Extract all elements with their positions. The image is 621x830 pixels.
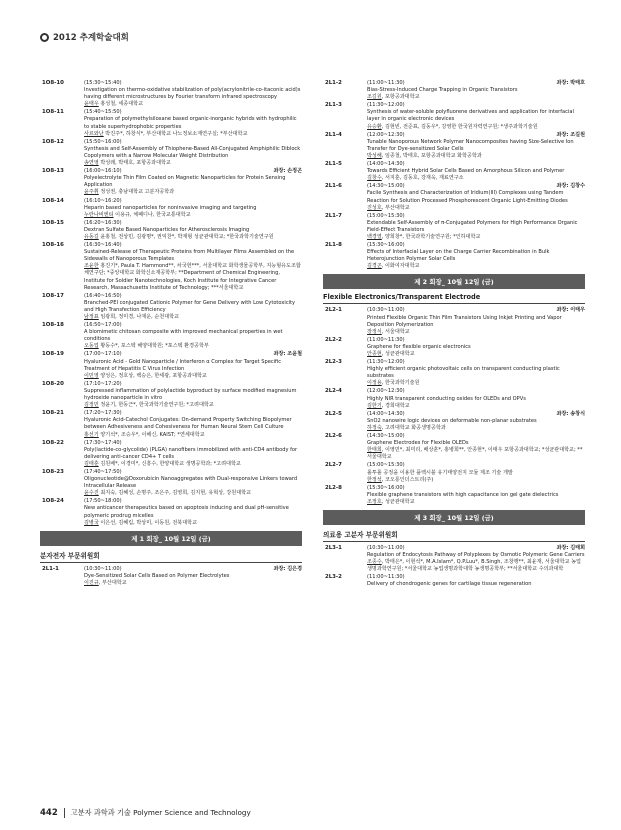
entry-authors bbox=[367, 263, 585, 270]
entry-authors bbox=[84, 432, 302, 439]
journal-name: 고분자 과학과 기술 Polymer Science and Technology bbox=[70, 808, 251, 817]
entry-title: Branched-PEI conjugated Cationic Polymer for Gene Delivery with Low Cytotoxicity and High Transfection Efficiency bbox=[84, 299, 296, 313]
entry-body bbox=[367, 132, 585, 160]
coauthors-affiliation: , 서지훈, 김동호, 강재욱, 재료연구소 bbox=[381, 175, 464, 182]
entry-time: (15:40~15:50) bbox=[84, 109, 122, 116]
entry-body bbox=[84, 80, 302, 108]
coauthors-affiliation: , 고려대학교 화공생명공학과 bbox=[381, 424, 446, 431]
entry-time: (16:00~16:10) bbox=[84, 168, 122, 175]
entry-code: 2L2-2 bbox=[325, 336, 342, 343]
entry-code: 2L2-5 bbox=[325, 410, 342, 417]
entry-code: 1O8-14 bbox=[42, 197, 64, 204]
entry-title: SnO2 nanowire logic devices on deformable non-planar substrates bbox=[367, 417, 537, 424]
entry-time: (14:00~14:30) bbox=[367, 410, 405, 417]
entry-code: 2L1-6 bbox=[325, 183, 342, 190]
entry-title: Synthesis of water-soluble polyfluorene derivatives and application for interfacial layer in organic electronic devices bbox=[367, 109, 574, 123]
entry-authors bbox=[367, 351, 585, 358]
entry-body bbox=[367, 485, 585, 506]
entry-code: 2L1-7 bbox=[325, 212, 342, 219]
program-entry bbox=[323, 545, 585, 573]
program-entry bbox=[40, 351, 302, 379]
entry-authors bbox=[84, 343, 302, 350]
program-entry bbox=[40, 498, 302, 526]
session-chair: 좌장: 손정곤 bbox=[273, 168, 302, 175]
coauthors-affiliation: , 김현빈, 전준표, 김동우*, 강영한 한국원자력연구원; *생주과학기술원 bbox=[381, 123, 538, 130]
entry-code: 2L1-4 bbox=[325, 131, 342, 138]
entry-time: (15:50~16:00) bbox=[84, 138, 122, 145]
presenter-name: 장정식 bbox=[367, 328, 382, 335]
entry-time: (17:00~17:10) bbox=[84, 351, 122, 358]
program-entry bbox=[323, 183, 585, 211]
coauthors-affiliation: 임광희, 정미경, 나재운, 순천대학교 bbox=[98, 314, 179, 320]
room-date-banner: 제 2 회장_ 10월 12일 (금) bbox=[323, 274, 585, 289]
entry-code: 2L1-2 bbox=[325, 80, 342, 86]
session-heading: 의료용 고분자 부문위원회 bbox=[323, 528, 585, 542]
entry-time: (15:30~16:00) bbox=[367, 242, 405, 249]
entry-time: (16:10~16:20) bbox=[84, 197, 122, 204]
entry-title: Heparin based nanoparticles for noninvasive imaging and targeting bbox=[84, 204, 257, 211]
coauthors-affiliation: , 이화여자대학교 bbox=[381, 263, 420, 270]
entry-body bbox=[84, 381, 302, 409]
program-entry bbox=[40, 80, 302, 108]
coauthors-affiliation: 박진주*, 하창식*, 부산대학교 나노정보소재연구실; *부산대학교 bbox=[103, 130, 248, 137]
entry-body bbox=[84, 440, 302, 468]
entry-body bbox=[84, 410, 302, 438]
entry-code: 1O8-16 bbox=[42, 242, 64, 249]
entry-authors bbox=[367, 559, 585, 573]
entry-body bbox=[367, 388, 585, 409]
entry-time: (15:30~16:00) bbox=[367, 484, 405, 491]
session-chair: 좌장: 송창식 bbox=[556, 410, 585, 417]
session-chair: 좌장: 조윤철 bbox=[273, 351, 302, 358]
entry-title: Bias-Stress-Induced Charge Trapping in Organic Transistors bbox=[367, 87, 518, 94]
entry-body bbox=[84, 242, 302, 292]
entry-title: Hyaluronic Acid - Gold Nanoparticle / Interferon α Complex for Target Specific Treatment of Hepatitis C Virus Infection bbox=[84, 358, 282, 372]
entry-code: 1O8-23 bbox=[42, 468, 64, 475]
entry-code: 1O8-15 bbox=[42, 219, 64, 226]
entry-authors bbox=[367, 499, 585, 506]
coauthors-affiliation: , 부산대학교 bbox=[381, 204, 410, 211]
entry-title: Printed Flexible Organic Thin Film Transistors Using Inkjet Printing and Vapor Deposition Polymerization bbox=[367, 314, 562, 328]
right-column bbox=[323, 80, 585, 590]
entry-authors bbox=[367, 234, 585, 241]
entry-title: Dye-Sensitized Solar Cells Based on Polymer Electrolytes bbox=[84, 572, 230, 579]
coauthors-affiliation: 이용규, 체페디나, 한국교통대학교 bbox=[113, 211, 191, 218]
presenter-name: 김정민 bbox=[84, 402, 99, 409]
entry-time: (10:30~11:00) bbox=[84, 565, 122, 572]
session-chair: 좌장: 김태희 bbox=[556, 544, 585, 551]
entry-body bbox=[367, 359, 585, 387]
header-title: 2012 추계학술대회 bbox=[53, 33, 129, 43]
entry-time: (14:30~15:00) bbox=[367, 433, 405, 440]
entry-authors bbox=[367, 477, 585, 484]
entry-title: 롤투롤 공정을 이용한 플렉시블 유기태양전지 모듈 제조 기술 개발 bbox=[367, 469, 513, 476]
coauthors-affiliation: 최지숙, 김혜성, 손명주, 조은주, 김영희, 김지현, 유혁상, 강원대학교 bbox=[98, 490, 251, 497]
entry-time: (11:00~11:30) bbox=[367, 336, 405, 343]
program-entry bbox=[40, 410, 302, 438]
entry-code: 1O8-10 bbox=[42, 80, 64, 86]
program-entry bbox=[323, 242, 585, 270]
entry-code: 2L2-4 bbox=[325, 388, 342, 395]
entry-authors bbox=[367, 380, 585, 387]
presenter-name: 조종수 bbox=[367, 559, 382, 566]
bullet-circle-icon bbox=[40, 33, 49, 42]
entry-body bbox=[367, 102, 585, 130]
left-column bbox=[40, 80, 302, 588]
presenter-name: 유동길 bbox=[84, 233, 99, 240]
entry-code: 2L2-8 bbox=[325, 484, 342, 491]
coauthors-affiliation: 황동수*, 포스텍 해양대학원; *포스텍 환경공학부 bbox=[98, 343, 209, 350]
entry-body bbox=[367, 213, 585, 241]
coauthors-affiliation: 정윤기, 한동근*, 한국과학기술연구원; *고려대학교 bbox=[98, 402, 214, 409]
entry-code: 1O8-19 bbox=[42, 351, 64, 358]
entry-body bbox=[84, 168, 302, 196]
presenter-name: 김태훈 bbox=[84, 460, 99, 467]
entry-authors bbox=[367, 425, 585, 432]
presenter-name: 남정표 bbox=[84, 314, 99, 320]
entry-code: 1O8-13 bbox=[42, 168, 64, 175]
entry-title: Dextran Sulfate Based Nanoparticles for Atherosclerosis Imaging bbox=[84, 226, 250, 233]
entry-title: Poly(lactide-co-glycolide) (PLGA) nanofibers immobilized with anti-CD4 antibody for delivering anti-cancer CD4+ T cells bbox=[84, 446, 298, 460]
entry-code: 1O8-18 bbox=[42, 322, 64, 329]
entry-authors bbox=[84, 234, 302, 241]
entry-title: Investigation on thermo-oxidative stabilization of poly(acrylonitrile-co-itaconic acid)s having different microstructures by Fourier transform infrared spectroscopy bbox=[84, 87, 301, 101]
presenter-name: 진성호 bbox=[367, 204, 382, 211]
entry-time: (17:20~17:30) bbox=[84, 410, 122, 417]
presenter-name: 김한기 bbox=[367, 402, 382, 409]
program-entry bbox=[40, 220, 302, 241]
coauthors-affiliation: , 임종철, 박태호, 포항공과대학교 화학공학과 bbox=[381, 152, 482, 159]
presenter-name: 누란나비엔티 bbox=[84, 211, 114, 218]
program-entry bbox=[323, 462, 585, 483]
coauthors-affiliation: 양성은, 정호상, 백승은, 한세광, 포항공과대학교 bbox=[98, 372, 207, 379]
footer-divider bbox=[64, 808, 65, 818]
page-header bbox=[40, 30, 129, 44]
entry-code: 2L1-5 bbox=[325, 161, 342, 168]
entry-code: 1O8-20 bbox=[42, 380, 64, 387]
entry-body bbox=[367, 574, 585, 588]
entry-body bbox=[367, 545, 585, 573]
entry-time: (16:20~16:30) bbox=[84, 219, 122, 226]
entry-time: (15:00~15:30) bbox=[367, 212, 405, 219]
entry-time: (17:40~17:50) bbox=[84, 468, 122, 475]
coauthors-affiliation: 홍진기*, Paula T. Hammond**, 차국헌***, 서울대학교 화학생물공학부, 지능형유도조합체연구단; *중앙대학교 화학신소재공학부; **Department of Chemical Engineering, Institute for Soldier Nanotechnologies, Koch Institute for Integrative Cancer Research, Massachusetts Institute of Technology; ***서울대학교 bbox=[84, 263, 301, 291]
entry-time: (12:00~12:30) bbox=[367, 131, 405, 138]
entry-authors bbox=[367, 94, 585, 101]
program-entry bbox=[40, 109, 302, 137]
entry-time: (11:30~12:00) bbox=[367, 102, 405, 109]
entry-title: Polyelectrolyte Thin Film Coated on Magnetic Nanoparticles for Protein Sensing Application bbox=[84, 175, 286, 189]
presenter-name: 오동업 bbox=[84, 343, 99, 350]
program-entry bbox=[323, 161, 585, 182]
coauthors-affiliation: 박성래, 박태호, 포항공과대학교 bbox=[98, 160, 171, 167]
coauthors-affiliation: , 코오롱인더스트리(주) bbox=[381, 476, 434, 483]
entry-body bbox=[367, 80, 585, 101]
entry-title: Tunable Nanoporous Network Polymer Nanocomposites having Size-Selective Ion Transfer for Dye-sensitized Solar Cells bbox=[367, 138, 574, 152]
coauthors-affiliation: , 박태은*, 이현석*, M.A.Islam*, Q.P.Luu*, B.Singh, 조창행**, 최윤재, 서울대학교 농업생명과학연구원; *서울대학교 농업생명과학대학 농생명공학부; **서울대학교 수의과대학 bbox=[367, 559, 581, 573]
program-entry bbox=[323, 337, 585, 358]
entry-authors bbox=[84, 212, 302, 219]
program-entry bbox=[40, 322, 302, 350]
program-entry bbox=[40, 469, 302, 497]
entry-title: Synthesis and Self-Assembly of Thiophene-Based All-Conjugated Amphiphilic Diblock Copolymers with a Narrow Molecular Weight Distribution bbox=[84, 145, 301, 159]
program-entry bbox=[40, 381, 302, 409]
entry-title: A biomimetic chitosan composite with improved mechanical properties in wet conditions bbox=[84, 329, 283, 343]
coauthors-affiliation: 이은선, 김혜림, 박상미, 이동원, 전북대학교 bbox=[98, 519, 197, 526]
entry-time: (11:00~11:30) bbox=[367, 80, 405, 86]
entry-body bbox=[367, 307, 585, 335]
entry-time: (16:30~16:40) bbox=[84, 242, 122, 249]
entry-body bbox=[367, 337, 585, 358]
entry-authors bbox=[84, 160, 302, 167]
program-entry bbox=[323, 132, 585, 160]
coauthors-affiliation: 홍성철, 세종대학교 bbox=[98, 101, 143, 108]
coauthors-affiliation: , 서울대학교 bbox=[381, 328, 410, 335]
presenter-name: 백경열 bbox=[367, 233, 382, 240]
presenter-name: 조정호 bbox=[367, 498, 382, 505]
entry-authors bbox=[84, 373, 302, 380]
entry-title: Regulation of Endocytosis Pathway of Polyplexes by Osmotic Polymeric Gene Carriers bbox=[367, 552, 585, 559]
entry-code: 2L1-3 bbox=[325, 102, 342, 109]
coauthors-affiliation: , 성균관대학교 bbox=[381, 351, 415, 357]
entry-time: (14:00~14:30) bbox=[367, 161, 405, 168]
entry-title: New anticancer therapeutics based on apoptosis inducing and dual pH-sensitive polymeric prodrug micelles bbox=[84, 505, 289, 519]
session-chair: 좌장: 이태우 bbox=[556, 307, 585, 314]
room-date-banner: 제 3 회장_ 10월 12일 (금) bbox=[323, 510, 585, 525]
coauthors-affiliation: 윤홍철, 전상민, 김광명*, 권익찬*, 박재형 성균관대학교; *한국과학기술연구원 bbox=[98, 233, 274, 240]
presenter-name: 이민영 bbox=[84, 372, 99, 379]
entry-code: 1O8-24 bbox=[42, 498, 64, 505]
entry-code: 2L3-2 bbox=[325, 574, 342, 581]
entry-code: 2L1-1 bbox=[42, 565, 59, 572]
entry-title: Oligonucleotide@Doxorubicin Nanoaggregates with Dual-responsive Linkers toward Intracellular Release bbox=[84, 476, 298, 490]
entry-body bbox=[84, 351, 302, 379]
entry-time: (11:30~12:00) bbox=[367, 359, 405, 366]
program-entry bbox=[40, 566, 302, 587]
entry-title: Suppressed inflammation of polylactide byproduct by surface modified magnesium hydroxide nanoparticle in vitro bbox=[84, 387, 297, 402]
entry-body bbox=[367, 462, 585, 483]
entry-title: Flexible graphene transistors with high capacitance ion gel gate dielectrics bbox=[367, 491, 559, 498]
presenter-name: 조길원 bbox=[367, 94, 382, 101]
entry-body bbox=[84, 322, 302, 350]
program-entry bbox=[323, 359, 585, 387]
entry-title: Hyaluronic Acid-Catechol Conjugates: On-demand Property Switching Biopolymer between Adhesiveness and Cohesiveness for Human Neural Stem Cell Culture bbox=[84, 417, 292, 431]
coauthors-affiliation: , 부산대학교 bbox=[98, 579, 127, 586]
entry-title: Facile Synthesis and Characterization of Iridium(III) Complexes using Tandem Reaction for Solution Processed Phosphorescent Organic Light-Emitting Diodes bbox=[367, 190, 568, 204]
presenter-name: 김경곤 bbox=[367, 263, 382, 270]
entry-authors bbox=[84, 189, 302, 196]
entry-body bbox=[367, 433, 585, 461]
entry-code: 2L2-3 bbox=[325, 359, 342, 366]
session-chair: 좌장: 조길원 bbox=[556, 131, 585, 138]
presenter-name: 안종현 bbox=[367, 351, 382, 357]
coauthors-affiliation: , 경희대학교 bbox=[381, 402, 410, 409]
entry-authors bbox=[84, 131, 302, 138]
presenter-name: 이진규 bbox=[84, 579, 99, 586]
entry-authors bbox=[84, 314, 302, 321]
presenter-name: 송연영 bbox=[84, 160, 99, 167]
presenter-name: 한태희 bbox=[367, 447, 382, 454]
coauthors-affiliation: 양기석*, 조승우*, 이해신, KAIST; *연세대학교 bbox=[98, 431, 205, 438]
entry-title: Extendable Self-Assembly of π-Conjugated Polymers for High Performance Organic Field-Effect Transistors bbox=[367, 219, 578, 233]
entry-code: 1O8-17 bbox=[42, 292, 64, 299]
entry-authors bbox=[84, 402, 302, 409]
presenter-name: 윤태우 bbox=[84, 101, 99, 108]
entry-time: (10:30~11:00) bbox=[367, 544, 405, 551]
entry-authors bbox=[84, 580, 302, 587]
entry-code: 2L2-7 bbox=[325, 462, 342, 469]
program-entry bbox=[40, 139, 302, 167]
entry-time: (12:00~12:30) bbox=[367, 388, 405, 395]
presenter-name: 한정석 bbox=[367, 476, 382, 483]
entry-time: (16:40~16:50) bbox=[84, 292, 122, 299]
entry-authors bbox=[84, 520, 302, 527]
program-entry bbox=[323, 307, 585, 335]
entry-body bbox=[367, 411, 585, 432]
entry-body bbox=[84, 293, 302, 321]
entry-authors bbox=[84, 461, 302, 468]
program-entry bbox=[40, 198, 302, 219]
entry-time: (17:50~18:00) bbox=[84, 498, 122, 505]
session-chair: 좌장: 김창수 bbox=[556, 183, 585, 190]
entry-code: 1O8-21 bbox=[42, 410, 64, 417]
entry-title: Effects of Interfacial Layer on the Charge Carrier Recombination in Bulk Heterojunction Polymer Solar Cells bbox=[367, 249, 550, 263]
coauthors-affiliation: 김원배*, 이경미*, 신흥수, 한양대학교 생명공학과; *고려대학교 bbox=[98, 460, 241, 467]
entry-authors bbox=[367, 153, 585, 160]
entry-code: 2L2-6 bbox=[325, 433, 342, 440]
entry-time: (16:50~17:00) bbox=[84, 322, 122, 329]
program-entry bbox=[323, 80, 585, 101]
presenter-name: 사르와난 bbox=[84, 130, 104, 137]
program-entry bbox=[323, 574, 585, 588]
program-entry bbox=[323, 213, 585, 241]
page-number: 442 bbox=[40, 808, 58, 818]
entry-body bbox=[84, 109, 302, 137]
presenter-name: 홍선기 bbox=[84, 431, 99, 438]
entry-title: Delivery of chondrogenic genes for cartilage tissue regeneration bbox=[367, 581, 532, 588]
program-entry bbox=[40, 168, 302, 196]
coauthors-affiliation: , 이영민*, 최미리, 배상훈*, 홍병희**, 안종현*, 이태우 포항공과대학교; *성균관대학교; **서울대학교 bbox=[367, 447, 583, 461]
presenter-name: 유승환 bbox=[367, 123, 382, 130]
presenter-name: 이정용 bbox=[367, 380, 382, 387]
entry-body bbox=[84, 566, 302, 587]
entry-code: 1O8-11 bbox=[42, 109, 64, 116]
entry-body bbox=[367, 242, 585, 270]
entry-authors bbox=[367, 447, 585, 461]
entry-title: Graphene for flexible organic electronics bbox=[367, 343, 471, 350]
entry-time: (17:10~17:20) bbox=[84, 380, 122, 387]
room-date-banner: 제 1 회장_ 10월 12일 (금) bbox=[40, 531, 302, 546]
session-heading: Flexible Electronics/Transparent Electrode bbox=[323, 292, 585, 304]
entry-code: 1O8-22 bbox=[42, 439, 64, 446]
program-entry bbox=[323, 102, 585, 130]
entry-body bbox=[367, 183, 585, 211]
presenter-name: 김병국 bbox=[84, 519, 99, 526]
entry-body bbox=[84, 220, 302, 241]
session-heading: 분자전자 부문위원회 bbox=[40, 549, 302, 563]
entry-time: (15:30~15:40) bbox=[84, 80, 122, 86]
entry-authors bbox=[367, 205, 585, 212]
entry-time: (17:30~17:40) bbox=[84, 439, 122, 446]
entry-authors bbox=[84, 490, 302, 497]
entry-code: 1O8-12 bbox=[42, 138, 64, 145]
entry-code: 2L3-1 bbox=[325, 544, 342, 551]
presenter-name: 박성해 bbox=[367, 152, 382, 159]
entry-title: Sustained-Release of Therapeutic Proteins from Multilayer Films Assembled on the Sidewalls of Nanoporous Templates bbox=[84, 249, 295, 263]
program-entry bbox=[323, 485, 585, 506]
entry-authors bbox=[367, 403, 585, 410]
entry-body bbox=[84, 498, 302, 526]
entry-authors bbox=[84, 263, 302, 291]
entry-body bbox=[367, 161, 585, 182]
entry-title: Preparation of polymethylsiloxane based organic-inorganic hybrids with hydrophilic to stable superhydrophobic properties bbox=[84, 116, 297, 130]
entry-authors bbox=[84, 101, 302, 108]
entry-body bbox=[84, 198, 302, 219]
entry-body bbox=[84, 469, 302, 497]
program-entry bbox=[40, 293, 302, 321]
entry-title: Highly NIR transparent conducting oxides for OLEDs and OPVs bbox=[367, 395, 526, 402]
coauthors-affiliation: , 성균관대학교 bbox=[381, 498, 415, 505]
entry-time: (14:30~15:00) bbox=[367, 183, 405, 190]
program-entry bbox=[323, 388, 585, 409]
entry-code: 2L1-8 bbox=[325, 242, 342, 249]
session-chair: 좌장: 박태호 bbox=[556, 80, 585, 86]
entry-authors bbox=[367, 124, 585, 131]
presenter-name: 윤주휘 bbox=[84, 189, 99, 196]
coauthors-affiliation: , 한국과학기술원 bbox=[381, 380, 420, 387]
entry-authors bbox=[367, 329, 585, 336]
presenter-name: 조윤한 bbox=[84, 263, 99, 270]
entry-title: Highly efficient organic photovoltaic cells on transparent conducting plastic substrates bbox=[367, 366, 560, 380]
entry-authors bbox=[367, 175, 585, 182]
page-footer bbox=[40, 808, 251, 818]
presenter-name: 하정숙 bbox=[367, 424, 382, 431]
program-entry bbox=[323, 411, 585, 432]
entry-time: (15:00~15:30) bbox=[367, 462, 405, 469]
coauthors-affiliation: , 포항공과대학교 bbox=[381, 94, 420, 101]
entry-body bbox=[84, 139, 302, 167]
program-entry bbox=[40, 440, 302, 468]
program-entry bbox=[323, 433, 585, 461]
presenter-name: 김창수 bbox=[367, 175, 382, 182]
entry-title: Towards Efficient Hybrid Solar Cells Based on Amorphous Silicon and Polymer bbox=[367, 168, 565, 175]
presenter-name: 윤수진 bbox=[84, 490, 99, 497]
entry-time: (10:30~11:00) bbox=[367, 307, 405, 314]
entry-time: (11:00~11:30) bbox=[367, 574, 405, 581]
program-entry bbox=[40, 242, 302, 292]
entry-title: Graphene Electrodes for Flexible OLEDs bbox=[367, 440, 469, 447]
entry-code: 2L2-1 bbox=[325, 307, 342, 314]
session-chair: 좌장: 김은경 bbox=[273, 565, 302, 572]
coauthors-affiliation: , 양희창*, 한국과학기술연구원; *인하대학교 bbox=[381, 233, 481, 240]
coauthors-affiliation: 정성권, 충남대학교 고분자공학과 bbox=[98, 189, 175, 196]
